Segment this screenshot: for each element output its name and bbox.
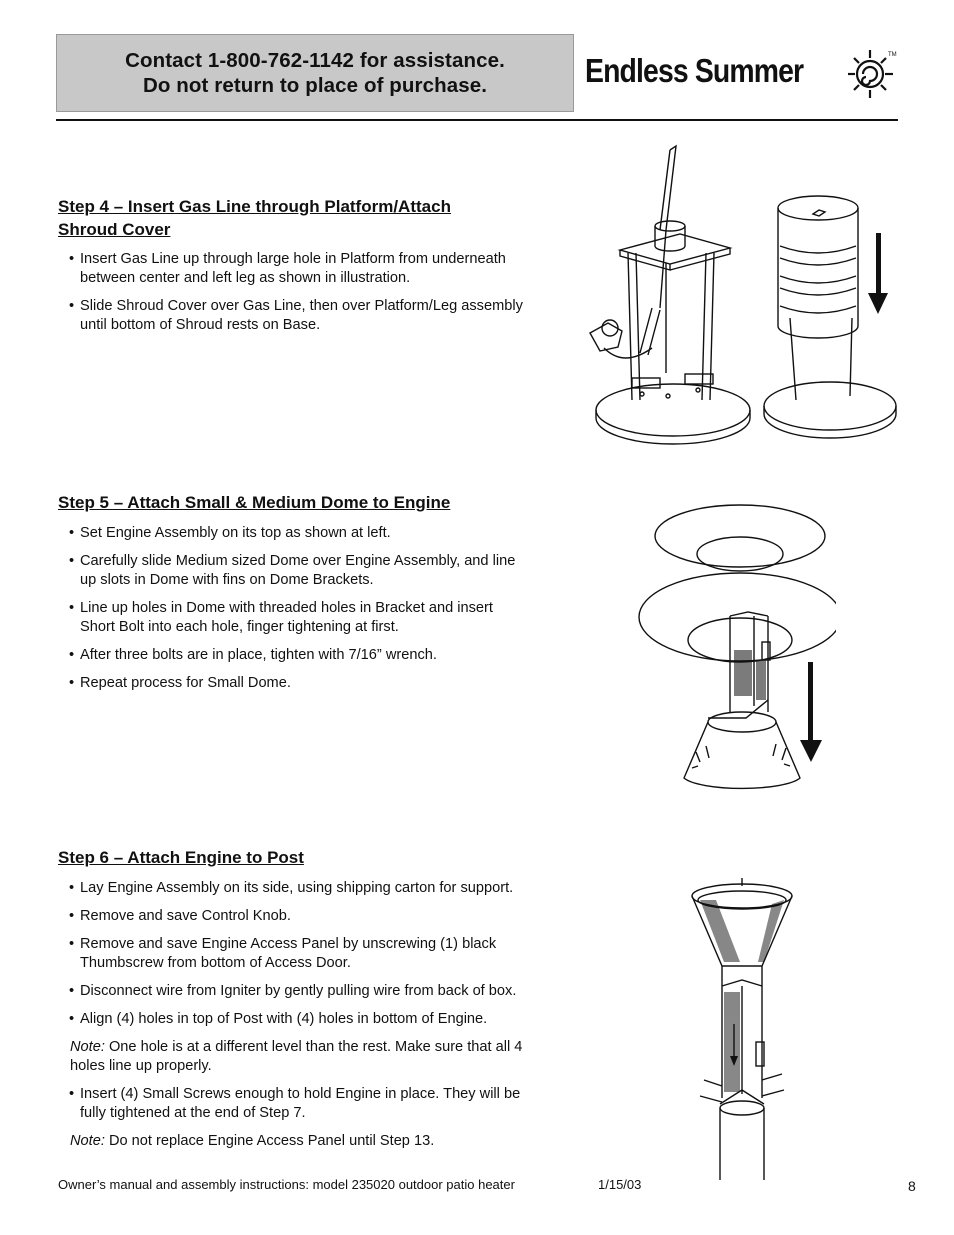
- list-item: • Align (4) holes in top of Post with (4) holes in bottom of Engine.: [69, 1011, 488, 1027]
- list-item: • Set Engine Assembly on its top as shown at left.: [69, 525, 391, 541]
- trademark-label: TM: [888, 52, 897, 58]
- list-item: • Insert Gas Line up through large hole in Platform from underneath between center and left leg as shown in illustration.: [69, 251, 506, 286]
- footer-manual-text: Owner’s manual and assembly instructions: model 235020 outdoor patio heater: [58, 1177, 515, 1192]
- list-item: • Slide Shroud Cover over Gas Line, then over Platform/Leg assembly until bottom of Shroud rests on Base.: [69, 298, 523, 333]
- contact-line-1: Contact 1-800-762-1142 for assistance.: [125, 49, 505, 72]
- brand-logo-text: Endless Summer: [585, 52, 804, 89]
- page-number: 8: [908, 1178, 916, 1194]
- list-item: • Repeat process for Small Dome.: [69, 675, 291, 691]
- list-item: • Remove and save Control Knob.: [69, 908, 291, 924]
- step4-title: [58, 195, 451, 241]
- step6-title: Step 6 – Attach Engine to Post: [58, 848, 304, 867]
- contact-banner: [56, 34, 574, 112]
- step6-list: [58, 879, 568, 1160]
- header-divider: [56, 119, 898, 121]
- step6-note-2: Note: Do not replace Engine Access Panel until Step 13.: [70, 1133, 435, 1149]
- list-item: • Remove and save Engine Access Panel by unscrewing (1) black Thumbscrew from bottom of Access Door.: [69, 936, 497, 971]
- list-item: • Carefully slide Medium sized Dome over Engine Assembly, and line up slots in Dome with fins on Dome Brackets.: [69, 553, 516, 588]
- list-item: • Disconnect wire from Igniter by gently pulling wire from back of box.: [69, 983, 517, 999]
- step5-title: Step 5 – Attach Small & Medium Dome to Engine: [58, 493, 451, 512]
- sun-logo-icon: [842, 46, 902, 102]
- step4-list: [58, 250, 568, 344]
- step4-title-line-1: Step 4 – Insert Gas Line through Platform/Attach: [58, 197, 451, 216]
- list-item: • Lay Engine Assembly on its side, using shipping carton for support.: [69, 880, 514, 896]
- list-item: • After three bolts are in place, tighten with 7/16” wrench.: [69, 647, 437, 663]
- contact-line-2: Do not return to place of purchase.: [142, 74, 488, 97]
- step6-note-1: Note: One hole is at a different level than the rest. Make sure that all 4 holes line up properly.: [70, 1039, 523, 1074]
- step4-illustration: [570, 138, 900, 453]
- step5-illustration: [636, 500, 836, 800]
- step4-title-line-2: Shroud Cover: [58, 220, 171, 239]
- list-item: • Line up holes in Dome with threaded holes in Bracket and insert Short Bolt into each hole, finger tightening at first.: [69, 600, 493, 635]
- step5-list: [58, 524, 568, 702]
- step6-illustration: [686, 874, 796, 1180]
- list-item: • Insert (4) Small Screws enough to hold Engine in place. They will be fully tightened at the end of Step 7.: [69, 1086, 521, 1121]
- footer-date: 1/15/03: [598, 1177, 642, 1192]
